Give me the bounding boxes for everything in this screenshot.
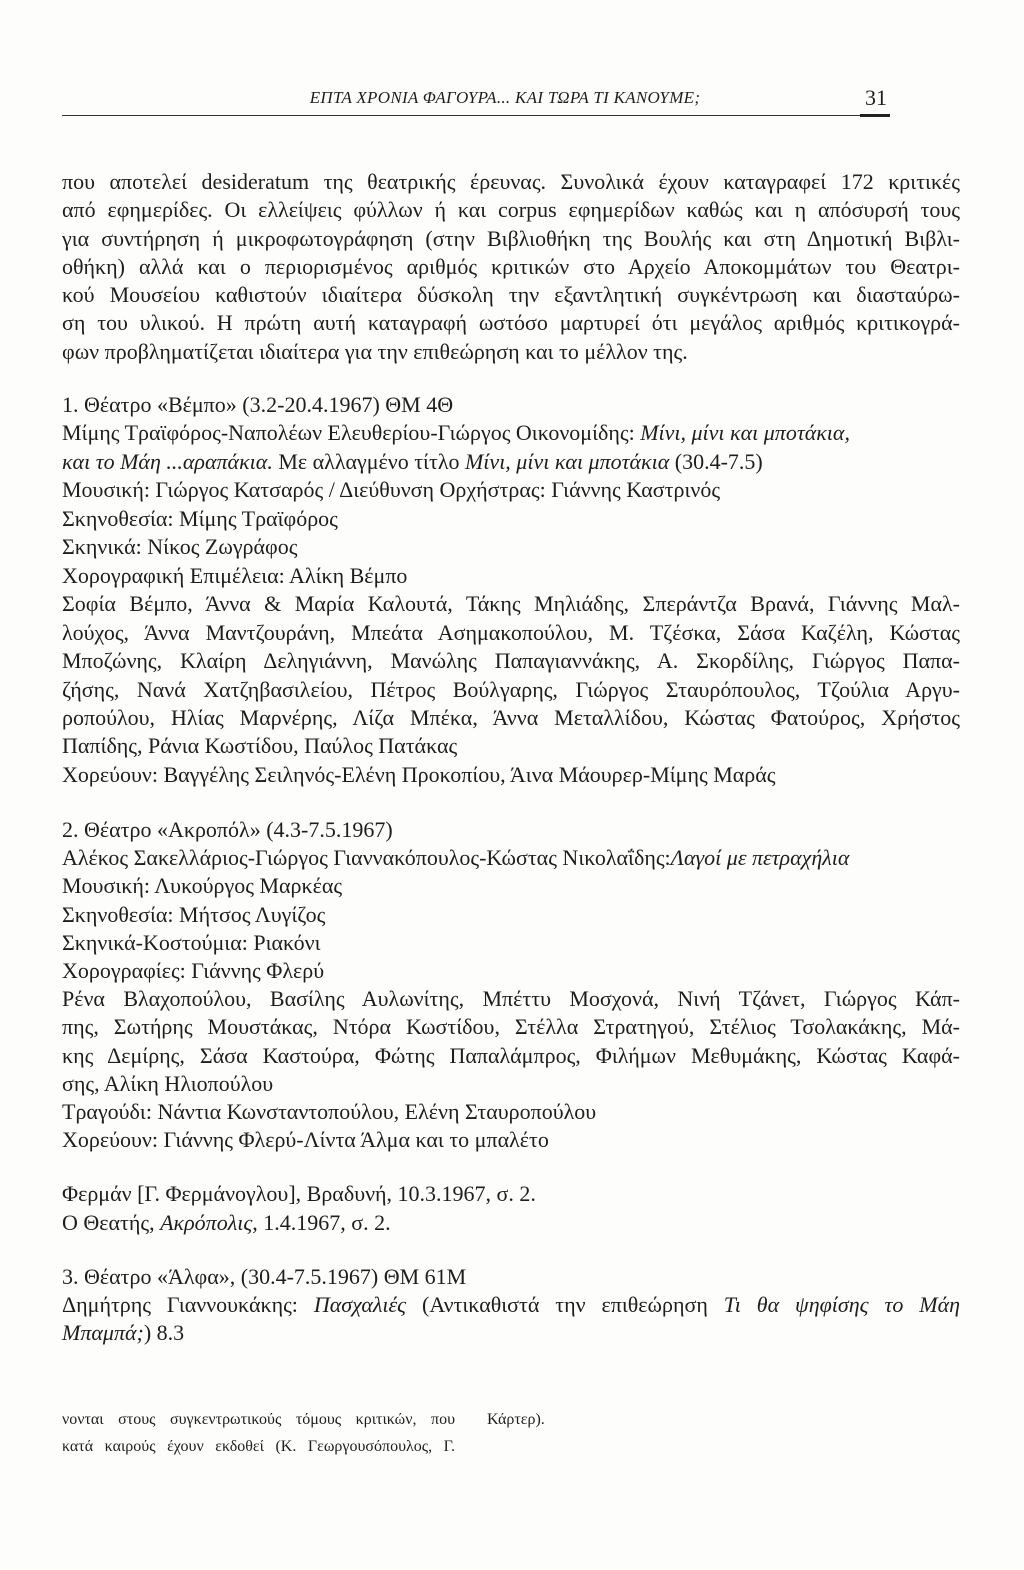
show-title: Λαγοί με πετραχήλια [670,845,850,871]
reference-line [62,1208,960,1237]
credit-line: Σκηνοθεσία: Μήτσος Λυγίζος [62,901,326,927]
cast-line: Σοφία Βέμπο, Άννα & Μαρία Καλουτά, Τάκης Μηλιάδης, Σπεράντζα Βρανά, Γιάννης Μαλ- [62,591,960,617]
footnote-right-column [487,1406,687,1433]
authors: Μίμης Τραϊφόρος-Ναπολέων Ελευθερίου-Γιώργος Οικονομίδης: [62,420,635,446]
press-references [62,1179,960,1237]
entry-1 [62,391,960,789]
authors-title-line [62,419,960,447]
note-continuation-line [62,1319,960,1347]
page-number-underline [860,114,890,117]
authors-title-line [62,844,960,872]
credit-line: Σκηνικά: Νίκος Ζωγράφος [62,534,298,560]
text-line: οθήκη) αλλά και ο περιορισμένος αριθμός κριτικών στο Αρχείο Αποκομμάτων του Θεατρι- [62,253,960,279]
song-line: Τραγούδι: Νάντια Κωνσταντοπούλου, Ελένη Σταυροπούλου [62,1099,597,1125]
cast-line: Παπίδης, Ράνια Κωστίδου, Παύλος Πατάκας [62,733,458,759]
entry-heading: 1. Θέατρο «Βέμπο» (3.2-20.4.1967) ΘΜ 4Θ [62,392,454,417]
text-line: ση του υλικού. Η πρώτη αυτή καταγραφή ωστόσο μαρτυρεί ότι μεγάλος αριθμός κριτικογρά- [62,310,960,336]
entry-3 [62,1263,960,1347]
new-show-title: Μίνι, μίνι και μποτάκια [464,448,670,474]
intro-paragraph [62,168,960,366]
header-rule [62,115,890,116]
retitle-label: Με αλλαγμένο τίτλο [278,448,460,474]
text-line: από εφημερίδες. Οι ελλείψεις φύλλων ή και corpus εφημερίδων καθώς και η απόσυρσή τους [62,197,960,223]
page-number: 31 [865,85,887,110]
footnote-line: Κάρτερ). [487,1411,545,1428]
show-title: Μίνι, μίνι και μποτάκια, [640,420,850,446]
credit-line: Χορογραφίες: Γιάννης Φλερύ [62,958,325,984]
credit-line: Σκηνικά-Κοστούμια: Ριακόνι [62,929,321,955]
credit-line: Σκηνοθεσία: Μίμης Τραϊφόρος [62,505,338,531]
newspaper-name: Ακρόπολις [160,1210,253,1235]
replaced-show-title-continued: Μπαμπά; [62,1320,144,1345]
show-title: Πασχαλιές [313,1292,407,1317]
text-line: κού Μουσείου καθιστούν ιδιαίτερα δύσκολη την εξαντλητική συγκέντρωση και διασταύρω- [62,282,960,308]
running-title: ΕΠΤΑ ΧΡΟΝΙΑ ΦΑΓΟΥΡΑ... ΚΑΙ ΤΩΡΑ ΤΙ ΚΑΝΟΥΜΕ; [309,88,701,107]
dancers-line: Χορεύουν: Γιάννης Φλερύ-Λίντα Άλμα και το μπαλέτο [62,1127,549,1153]
authors: Αλέκος Σακελλάριος-Γιώργος Γιαννακόπουλος-Κώστας Νικολαΐδης: [62,845,671,871]
note-end: ) 8.3 [143,1320,185,1345]
reference-author: Ο Θεατής, [62,1210,155,1235]
cast-line: Μποζώνης, Κλαίρη Δεληγιάννη, Μανώλης Παπαγιαννάκης, Α. Σκορδίλης, Γιώργος Παπα- [62,648,960,674]
authors-title-line [62,1291,960,1319]
text-line: φων προβληματίζεται ιδιαίτερα για την επιθεώρηση και το μέλλον της. [62,338,688,364]
cast-line: Ρένα Βλαχοπούλου, Βασίλης Αυλωνίτης, Μπέττυ Μοσχονά, Νινή Τζάνετ, Γιώργος Κάπ- [62,986,960,1012]
entry-heading: 2. Θέατρο «Ακροπόλ» (4.3-7.5.1967) [62,817,393,842]
authors: Δημήτρης Γιαννουκάκης: [62,1292,298,1317]
footnote-line: νονται στους συγκεντρωτικούς τόμους κριτικών, που [62,1411,455,1428]
cast-line: ροπούλου, Ηλίας Μαρνέρης, Λίζα Μπέκα, Άννα Μεταλλίδου, Κώστας Φατούρος, Χρήστος [62,704,960,730]
footnote-left-column [62,1406,455,1460]
dancers-line: Χορεύουν: Βαγγέλης Σειληνός-Ελένη Προκοπίου, Άινα Μάουρερ-Μίμης Μαράς [62,761,776,787]
entry-2 [62,816,960,1154]
credit-line: Χορογραφική Επιμέλεια: Αλίκη Βέμπο [62,562,408,588]
title-retitle-line [62,448,960,476]
cast-line: κης Δεμίρης, Σάσα Καστούρα, Φώτης Παπαλάμπρος, Φιλήμων Μεθυμάκης, Κώστας Καφά- [62,1042,960,1068]
reference-line: Φερμάν [Γ. Φερμάνογλου], Βραδυνή, 10.3.1967, σ. 2. [62,1181,536,1206]
credit-line: Μουσική: Λυκούργος Μαρκέας [62,873,343,899]
cast-line: λούχος, Άννα Μαντζουράνη, Μπεάτα Ασημακοπούλου, Μ. Τζέσκα, Σάσα Καζέλη, Κώστας [62,619,960,645]
entry-heading: 3. Θέατρο «Άλφα», (30.4-7.5.1967) ΘΜ 61Μ [62,1264,467,1289]
text-line: για συντήρηση ή μικροφωτογράφηση (στην Βιβλιοθήκη της Βουλής και στη Δημοτική Βιβλι- [62,225,960,251]
show-title-continued: και το Μάη ...αραπάκια. [62,448,273,474]
reference-details: , 1.4.1967, σ. 2. [252,1210,391,1235]
text-line: που αποτελεί desideratum της θεατρικής έρευνας. Συνολικά έχουν καταγραφεί 172 κριτικές [62,169,960,194]
cast-line: σης, Αλίκη Ηλιοπούλου [62,1070,274,1096]
retitle-dates: (30.4-7.5) [674,448,763,474]
footnote-line: κατά καιρούς έχουν εκδοθεί (Κ. Γεωργουσόπουλος, Γ. [62,1438,455,1455]
note-text: (Αντικαθιστά την επιθεώρηση [422,1292,708,1317]
replaced-show-title: Τι θα ψηφίσης το Μάη [723,1292,961,1317]
credit-line: Μουσική: Γιώργος Κατσαρός / Διεύθυνση Ορχήστρας: Γιάννης Καστρινός [62,477,721,503]
cast-line: πης, Σωτήρης Μουστάκας, Ντόρα Κωστίδου, Στέλλα Στρατηγού, Στέλιος Τσολακάκης, Μά- [62,1014,960,1040]
cast-line: ζήσης, Νανά Χατζηβασιλείου, Πέτρος Βούλγαρης, Γιώργος Σταυρόπουλος, Τζούλια Αργυ- [62,676,960,702]
